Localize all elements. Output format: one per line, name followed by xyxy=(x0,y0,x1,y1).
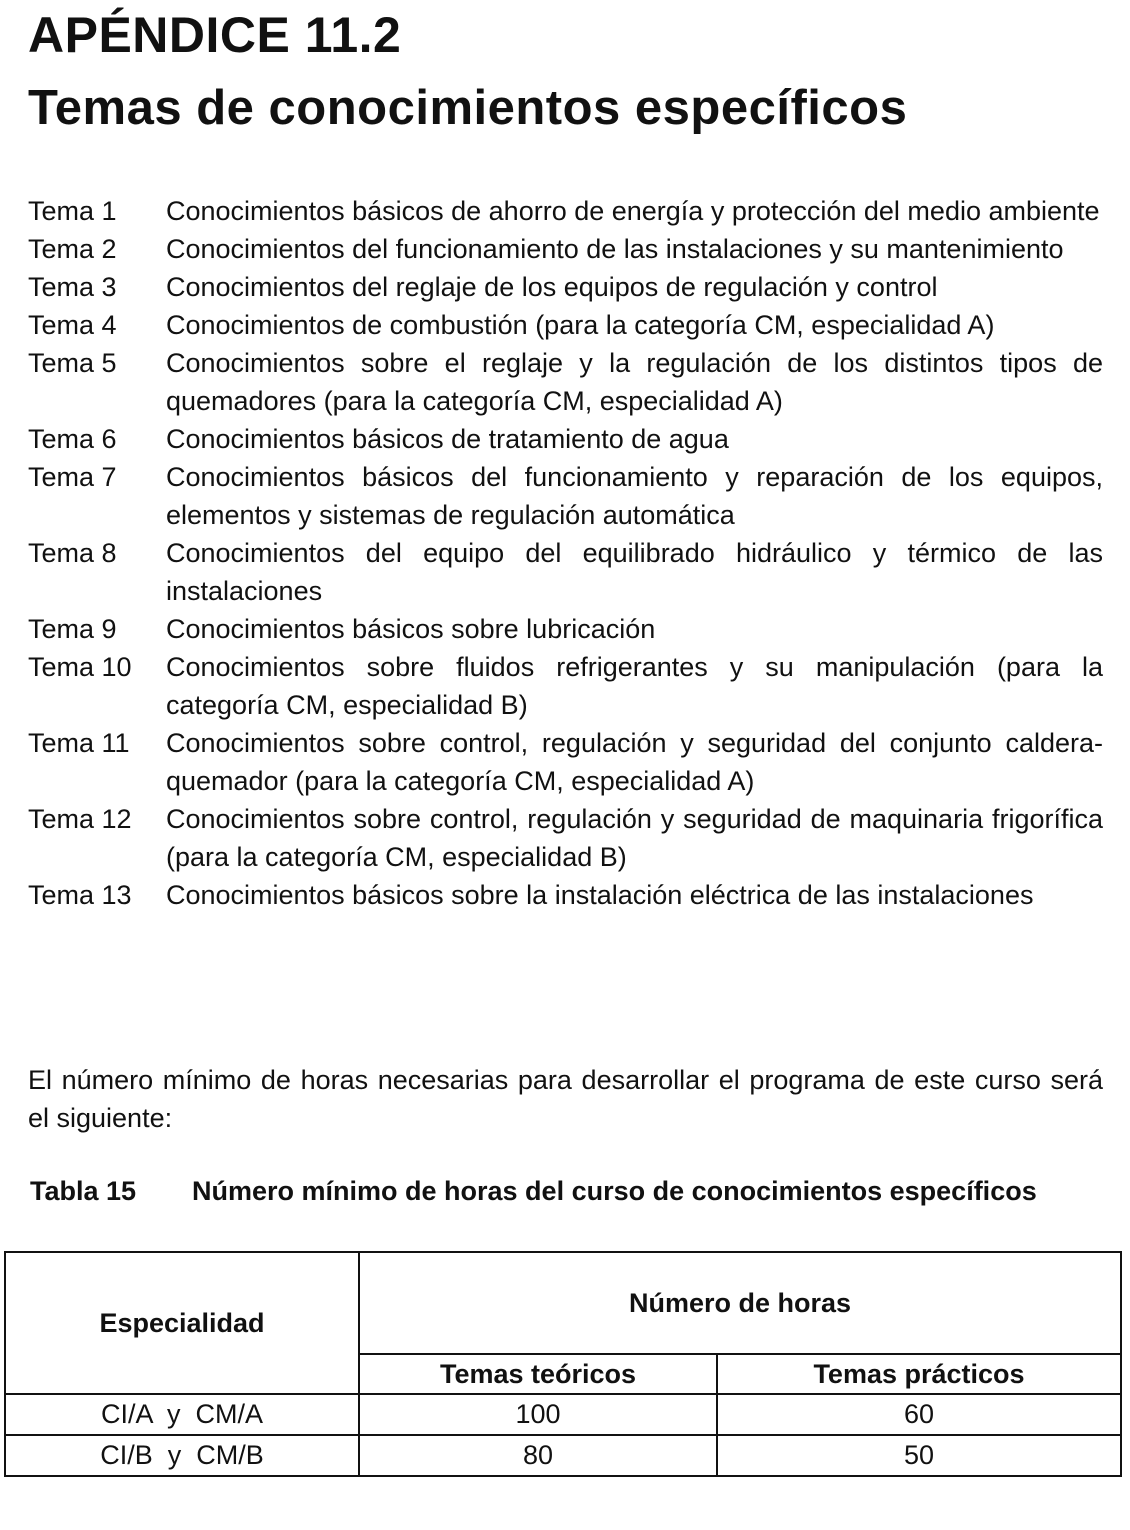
topic-description: Conocimientos del reglaje de los equipos de regulación y control xyxy=(166,272,938,302)
topic-number: Tema 7 xyxy=(28,462,117,492)
topic-description: Conocimientos básicos del funcionamiento y reparación de los equipos, elementos y sistemas de regulación automática xyxy=(166,462,1103,530)
topic-description: Conocimientos sobre control, regulación y seguridad del conjunto caldera-quemador (para la categoría CM, especialidad A) xyxy=(166,728,1103,796)
table-row xyxy=(5,1394,1121,1435)
topic-number: Tema 6 xyxy=(28,424,117,454)
topic-description: Conocimientos del equipo del equilibrado hidráulico y térmico de las instalaciones xyxy=(166,538,1103,606)
header-temas-teoricos: Temas teóricos xyxy=(359,1354,717,1394)
topic-item xyxy=(28,230,1103,268)
topic-item xyxy=(28,268,1103,306)
cell-teoricos: 100 xyxy=(359,1394,717,1435)
topic-number: Tema 3 xyxy=(28,272,117,302)
header-numero-horas: Número de horas xyxy=(359,1252,1121,1354)
topic-description: Conocimientos básicos sobre la instalación eléctrica de las instalaciones xyxy=(166,880,1034,910)
topic-number: Tema 12 xyxy=(28,804,132,834)
header-especialidad: Especialidad xyxy=(5,1252,359,1394)
table-caption-label: Tabla 15 xyxy=(30,1176,137,1206)
cell-practicos: 60 xyxy=(717,1394,1121,1435)
table-caption xyxy=(30,1173,1100,1210)
topic-number: Tema 11 xyxy=(28,728,130,758)
table-caption-text: Número mínimo de horas del curso de conocimientos específicos xyxy=(192,1176,1037,1206)
topic-item xyxy=(28,648,1103,724)
appendix-title: APÉNDICE 11.2 xyxy=(28,7,402,63)
topic-item xyxy=(28,344,1103,420)
topic-item xyxy=(28,306,1103,344)
hours-table xyxy=(4,1251,1122,1477)
topic-list xyxy=(28,192,1103,914)
topic-item xyxy=(28,192,1103,230)
topic-description: Conocimientos básicos sobre lubricación xyxy=(166,614,656,644)
header-temas-practicos: Temas prácticos xyxy=(717,1354,1121,1394)
topic-number: Tema 1 xyxy=(28,196,117,226)
topic-number: Tema 5 xyxy=(28,348,117,378)
topic-number: Tema 2 xyxy=(28,234,117,264)
topic-number: Tema 8 xyxy=(28,538,117,568)
topic-description: Conocimientos de combustión (para la categoría CM, especialidad A) xyxy=(166,310,995,340)
intro-paragraph: El número mínimo de horas necesarias para desarrollar el programa de este curso será el siguiente: xyxy=(28,1065,1103,1133)
topic-item xyxy=(28,534,1103,610)
topic-item xyxy=(28,724,1103,800)
topic-description: Conocimientos sobre fluidos refrigerantes y su manipulación (para la categoría CM, especialidad B) xyxy=(166,652,1103,720)
topic-description: Conocimientos básicos de tratamiento de agua xyxy=(166,424,729,454)
topic-description: Conocimientos sobre el reglaje y la regulación de los distintos tipos de quemadores (para la categoría CM, especialidad A) xyxy=(166,348,1103,416)
cell-practicos: 50 xyxy=(717,1435,1121,1476)
topic-description: Conocimientos sobre control, regulación y seguridad de maquinaria frigorífica (para la categoría CM, especialidad B) xyxy=(166,804,1103,872)
topic-item xyxy=(28,876,1103,914)
table-header-row xyxy=(5,1252,1121,1354)
topic-number: Tema 4 xyxy=(28,310,117,340)
appendix-subtitle: Temas de conocimientos específicos xyxy=(28,81,908,135)
cell-especialidad: CI/A y CM/A xyxy=(5,1394,359,1435)
topic-description: Conocimientos del funcionamiento de las instalaciones y su mantenimiento xyxy=(166,234,1064,264)
topic-item xyxy=(28,458,1103,534)
topic-number: Tema 10 xyxy=(28,652,132,682)
topic-description: Conocimientos básicos de ahorro de energía y protección del medio ambiente xyxy=(166,196,1100,226)
cell-teoricos: 80 xyxy=(359,1435,717,1476)
topic-number: Tema 9 xyxy=(28,614,117,644)
cell-especialidad: CI/B y CM/B xyxy=(5,1435,359,1476)
topic-number: Tema 13 xyxy=(28,880,132,910)
topic-item xyxy=(28,420,1103,458)
topic-item xyxy=(28,800,1103,876)
table-row xyxy=(5,1435,1121,1476)
topic-item xyxy=(28,610,1103,648)
